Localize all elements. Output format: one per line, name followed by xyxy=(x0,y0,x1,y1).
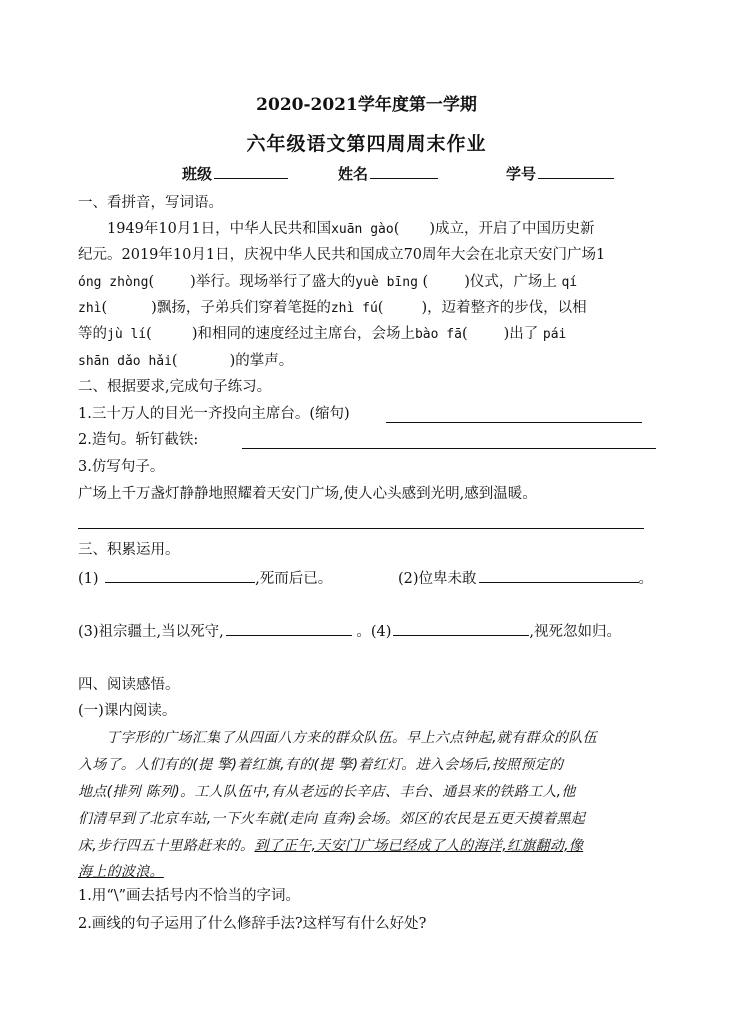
section2-q3-sentence: 广场上千万盏灯静静地照耀着天安门广场,使人心头感到光明,感到温暖。 xyxy=(78,486,537,502)
answer-line-item1[interactable] xyxy=(105,567,255,583)
number-field: 学号 xyxy=(506,163,614,184)
section4-sub: (一)课内阅读。 xyxy=(78,703,177,719)
section1-heading: 一、看拼音，写词语。 xyxy=(78,195,223,211)
pinyin-longzhong: óng zhòng xyxy=(78,275,149,290)
answer-line-item3[interactable] xyxy=(226,620,352,636)
class-blank[interactable] xyxy=(214,163,288,179)
underlined-sentence: 到了正午,天安门广场已经成了人的海洋,红旗翻动,像 xyxy=(254,838,584,854)
section1-line5: 等的jù lí( )和相同的速度经过主席台，会场上bào fā( )出了 pái xyxy=(78,326,567,342)
section4-heading: 四、阅读感悟。 xyxy=(78,677,180,693)
answer-line-q2[interactable] xyxy=(242,448,656,449)
pinyin-baofa: bào fā xyxy=(414,327,462,342)
pinyin-zhifu: zhì fú xyxy=(330,301,378,316)
reading-line4: 们清早到了北京车站,一下火车就(走向 直奔)会场。郊区的农民是五更天摸着黑起 xyxy=(78,811,586,827)
number-blank[interactable] xyxy=(538,163,614,179)
reading-line6: 海上的波浪。 xyxy=(78,864,164,880)
section2-q2: 2.造句。斩钉截铁: xyxy=(78,432,199,448)
reading-line1: 丁字形的广场汇集了从四面八方来的群众队伍。早上六点钟起,就有群众的队伍 xyxy=(106,730,597,746)
section2-heading: 二、根据要求,完成句子练习。 xyxy=(78,379,272,395)
section2-q1: 1.三十万人的目光一齐投向主席台。(缩句) xyxy=(78,406,350,422)
reading-line5: 床,步行四五十里路赶来的。到了正午,天安门广场已经成了人的海洋,红旗翻动,像 xyxy=(78,838,584,854)
name-field: 姓名 xyxy=(338,163,438,184)
section1-line1: 1949年10月1日，中华人民共和国xuān gào( )成立，开启了中国历史新 xyxy=(107,221,595,237)
section3-row2: (3)祖宗疆土,当以死守, 。(4) ,视死忽如归。 xyxy=(78,620,621,642)
section1-line6: shān dǎo hǎi( )的掌声。 xyxy=(78,353,294,369)
answer-line-q3[interactable] xyxy=(78,528,644,529)
section3-row1: (1) ,死而后已。 xyxy=(78,567,332,589)
name-blank[interactable] xyxy=(370,163,438,179)
pinyin-pai: pái xyxy=(542,327,567,342)
reading-line3: 地点(排列 陈列)。工人队伍中,有从老远的长辛店、丰台、通县来的铁路工人,他 xyxy=(78,784,576,800)
pinyin-shandaohai: shān dǎo hǎi xyxy=(78,354,172,369)
answer-line-q1[interactable] xyxy=(386,422,642,423)
school-year: 2020-2021学年度第一学期 xyxy=(256,95,477,115)
pinyin-yuebing: yuè bīng xyxy=(355,275,418,290)
answer-line-item2[interactable] xyxy=(479,567,639,583)
section2-q3: 3.仿写句子。 xyxy=(78,459,165,475)
reading-q2: 2.画线的句子运用了什么修辞手法?这样写有什么好处? xyxy=(78,916,427,932)
page-title: 六年级语文第四周周末作业 xyxy=(246,133,487,155)
answer-line-item4[interactable] xyxy=(393,620,529,636)
pinyin-juli: jù lí xyxy=(107,327,147,342)
section3-heading: 三、积累运用。 xyxy=(78,542,180,558)
section1-line2: 纪元。2019年10月1日，庆祝中华人民共和国成立70周年大会在北京天安门广场1 xyxy=(78,247,606,263)
pinyin-zhi: zhì xyxy=(78,301,102,316)
class-field: 班级 xyxy=(182,163,288,184)
pinyin-xuangao: xuān gào xyxy=(331,222,394,237)
section3-item2: (2)位卑未敢 。 xyxy=(398,567,653,589)
pinyin-qi: qí xyxy=(561,275,578,290)
section1-line3: óng zhòng( )举行。现场举行了盛大的yuè bīng ( )仪式，广场上 qí xyxy=(78,274,578,290)
reading-line2: 入场了。人们有的(提 擎)着红旗,有的(提 擎)着红灯。进入会场后,按照预定的 xyxy=(78,757,564,773)
reading-q1: 1.用“\”画去括号内不恰当的字词。 xyxy=(78,888,301,904)
section1-line4: zhì( )飘扬，子弟兵们穿着笔挺的zhì fú( )，迈着整齐的步伐，以相 xyxy=(78,300,587,316)
